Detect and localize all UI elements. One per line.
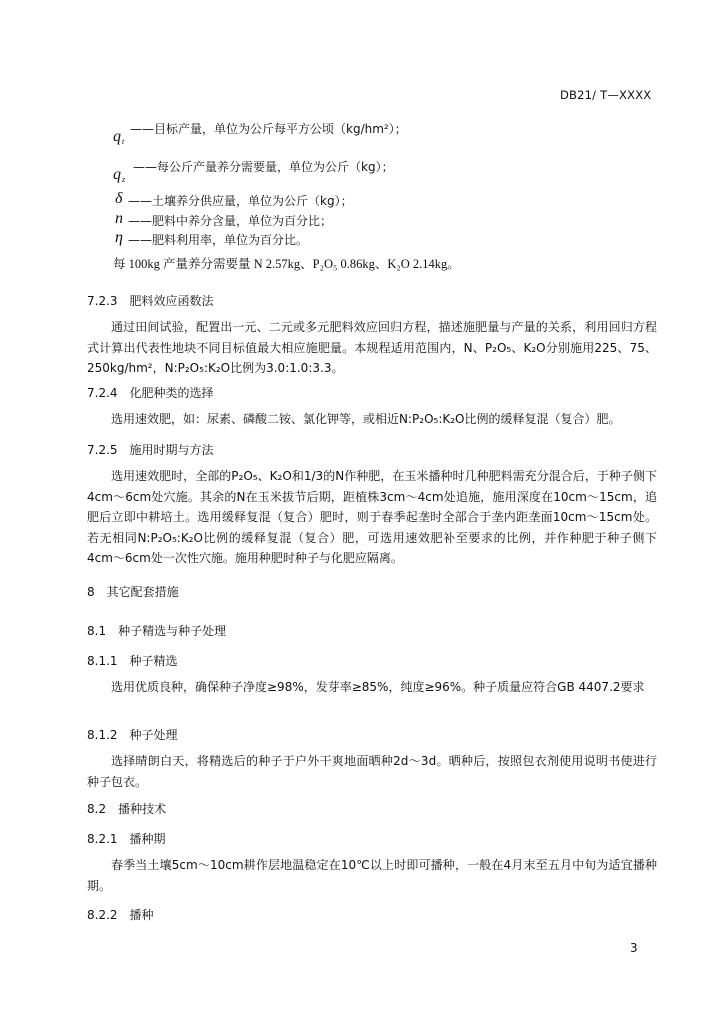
section-heading: 8.2.2 播种 — [87, 908, 154, 922]
section-heading: 8.1.2 种子处理 — [87, 728, 178, 742]
section-heading: 8.1.1 种子精选 — [87, 654, 178, 668]
doc-code: DB21/ T—XXXX — [560, 88, 652, 102]
section-text: 选用优质良种，确保种子净度≥98%，发芽率≥85%，纯度≥96%。种子质量应符合GB 4407.2要求 — [111, 680, 645, 694]
section-heading: 8.1 种子精选与种子处理 — [87, 624, 227, 638]
section-heading: 7.2.3 肥料效应函数法 — [87, 294, 214, 308]
chapter-heading: 8 其它配套措施 — [87, 585, 179, 599]
section-heading: 8.2.1 播种期 — [87, 832, 166, 846]
symbol-subscript: t — [122, 137, 125, 146]
symbol-subscript: z — [122, 175, 126, 184]
symbol: q — [113, 166, 121, 183]
symbol-desc: ——肥料中养分含量，单位为百分比； — [128, 214, 333, 228]
symbol-desc: ——土壤养分供应量，单位为公斤（kg）； — [128, 194, 353, 208]
symbol-desc: ——目标产量，单位为公斤每平方公顷（kg/hm²）； — [130, 122, 407, 136]
symbol-desc: ——每公斤产量养分需要量，单位为公斤（kg）； — [133, 160, 394, 174]
symbol: q — [113, 128, 121, 145]
section-text: 选择晴朗白天，将精选后的种子于户外干爽地面晒种2d～3d。晒种后，按照包衣剂使用说明书使进行种子包衣。 — [87, 754, 657, 789]
section-heading: 7.2.5 施用时期与方法 — [87, 443, 214, 457]
symbol: η — [115, 229, 123, 246]
section-text: 选用速效肥，如：尿素、磷酸二铵、氯化钾等，或相近N:P₂O₅:K₂O比例的缓释复混（复合）肥。 — [111, 412, 621, 426]
section-heading: 7.2.4 化肥种类的选择 — [87, 386, 214, 400]
section-heading: 8.2 播种技术 — [87, 802, 167, 816]
page-number: 3 — [630, 941, 638, 955]
symbol-desc: ——肥料利用率，单位为百分比。 — [128, 233, 309, 247]
symbol: n — [115, 210, 123, 227]
section-text: 春季当土壤5cm～10cm耕作层地温稳定在10℃以上时即可播种，一般在4月末至五月中旬为适宜播种期。 — [87, 858, 657, 893]
section-text: 通过田间试验，配置出一元、二元或多元肥料效应回归方程，描述施肥量与产量的关系，利用回归方程式计算出代表性地块不同目标值最大相应施肥量。本规程适用范围内，N、P₂O₅、K₂O分别施用225、75、250kg/hm²，N:P₂O₅:K₂O比例为3.0:1.0:3.3。 — [87, 320, 657, 375]
section-text: 选用速效肥时，全部的P₂O₅、K₂O和1/3的N作种肥，在玉米播种时几种肥料需充分混合后，于种子侧下4cm～6cm处穴施。其余的N在玉米拔节后期，距植株3cm～4cm处追施，施用深度在10cm～15cm，追肥后立即中耕培土。选用缓释复混（复合）肥时，则于春季起垄时全部合于垄内距垄面10cm～15cm处。若无相同N:P₂O₅:K₂O比例的缓释复混（复合）肥，可选用速效肥补至要求的比例，并作种肥于种子侧下4cm～6cm处一次性穴施。施用种肥时种子与化肥应隔离。 — [87, 469, 657, 565]
symbol: δ — [115, 190, 123, 207]
nutrient-note: 每 100kg 产量养分需要量 N 2.57kg、P₂O₅ 0.86kg、K₂O 2.14kg。 — [113, 257, 460, 271]
